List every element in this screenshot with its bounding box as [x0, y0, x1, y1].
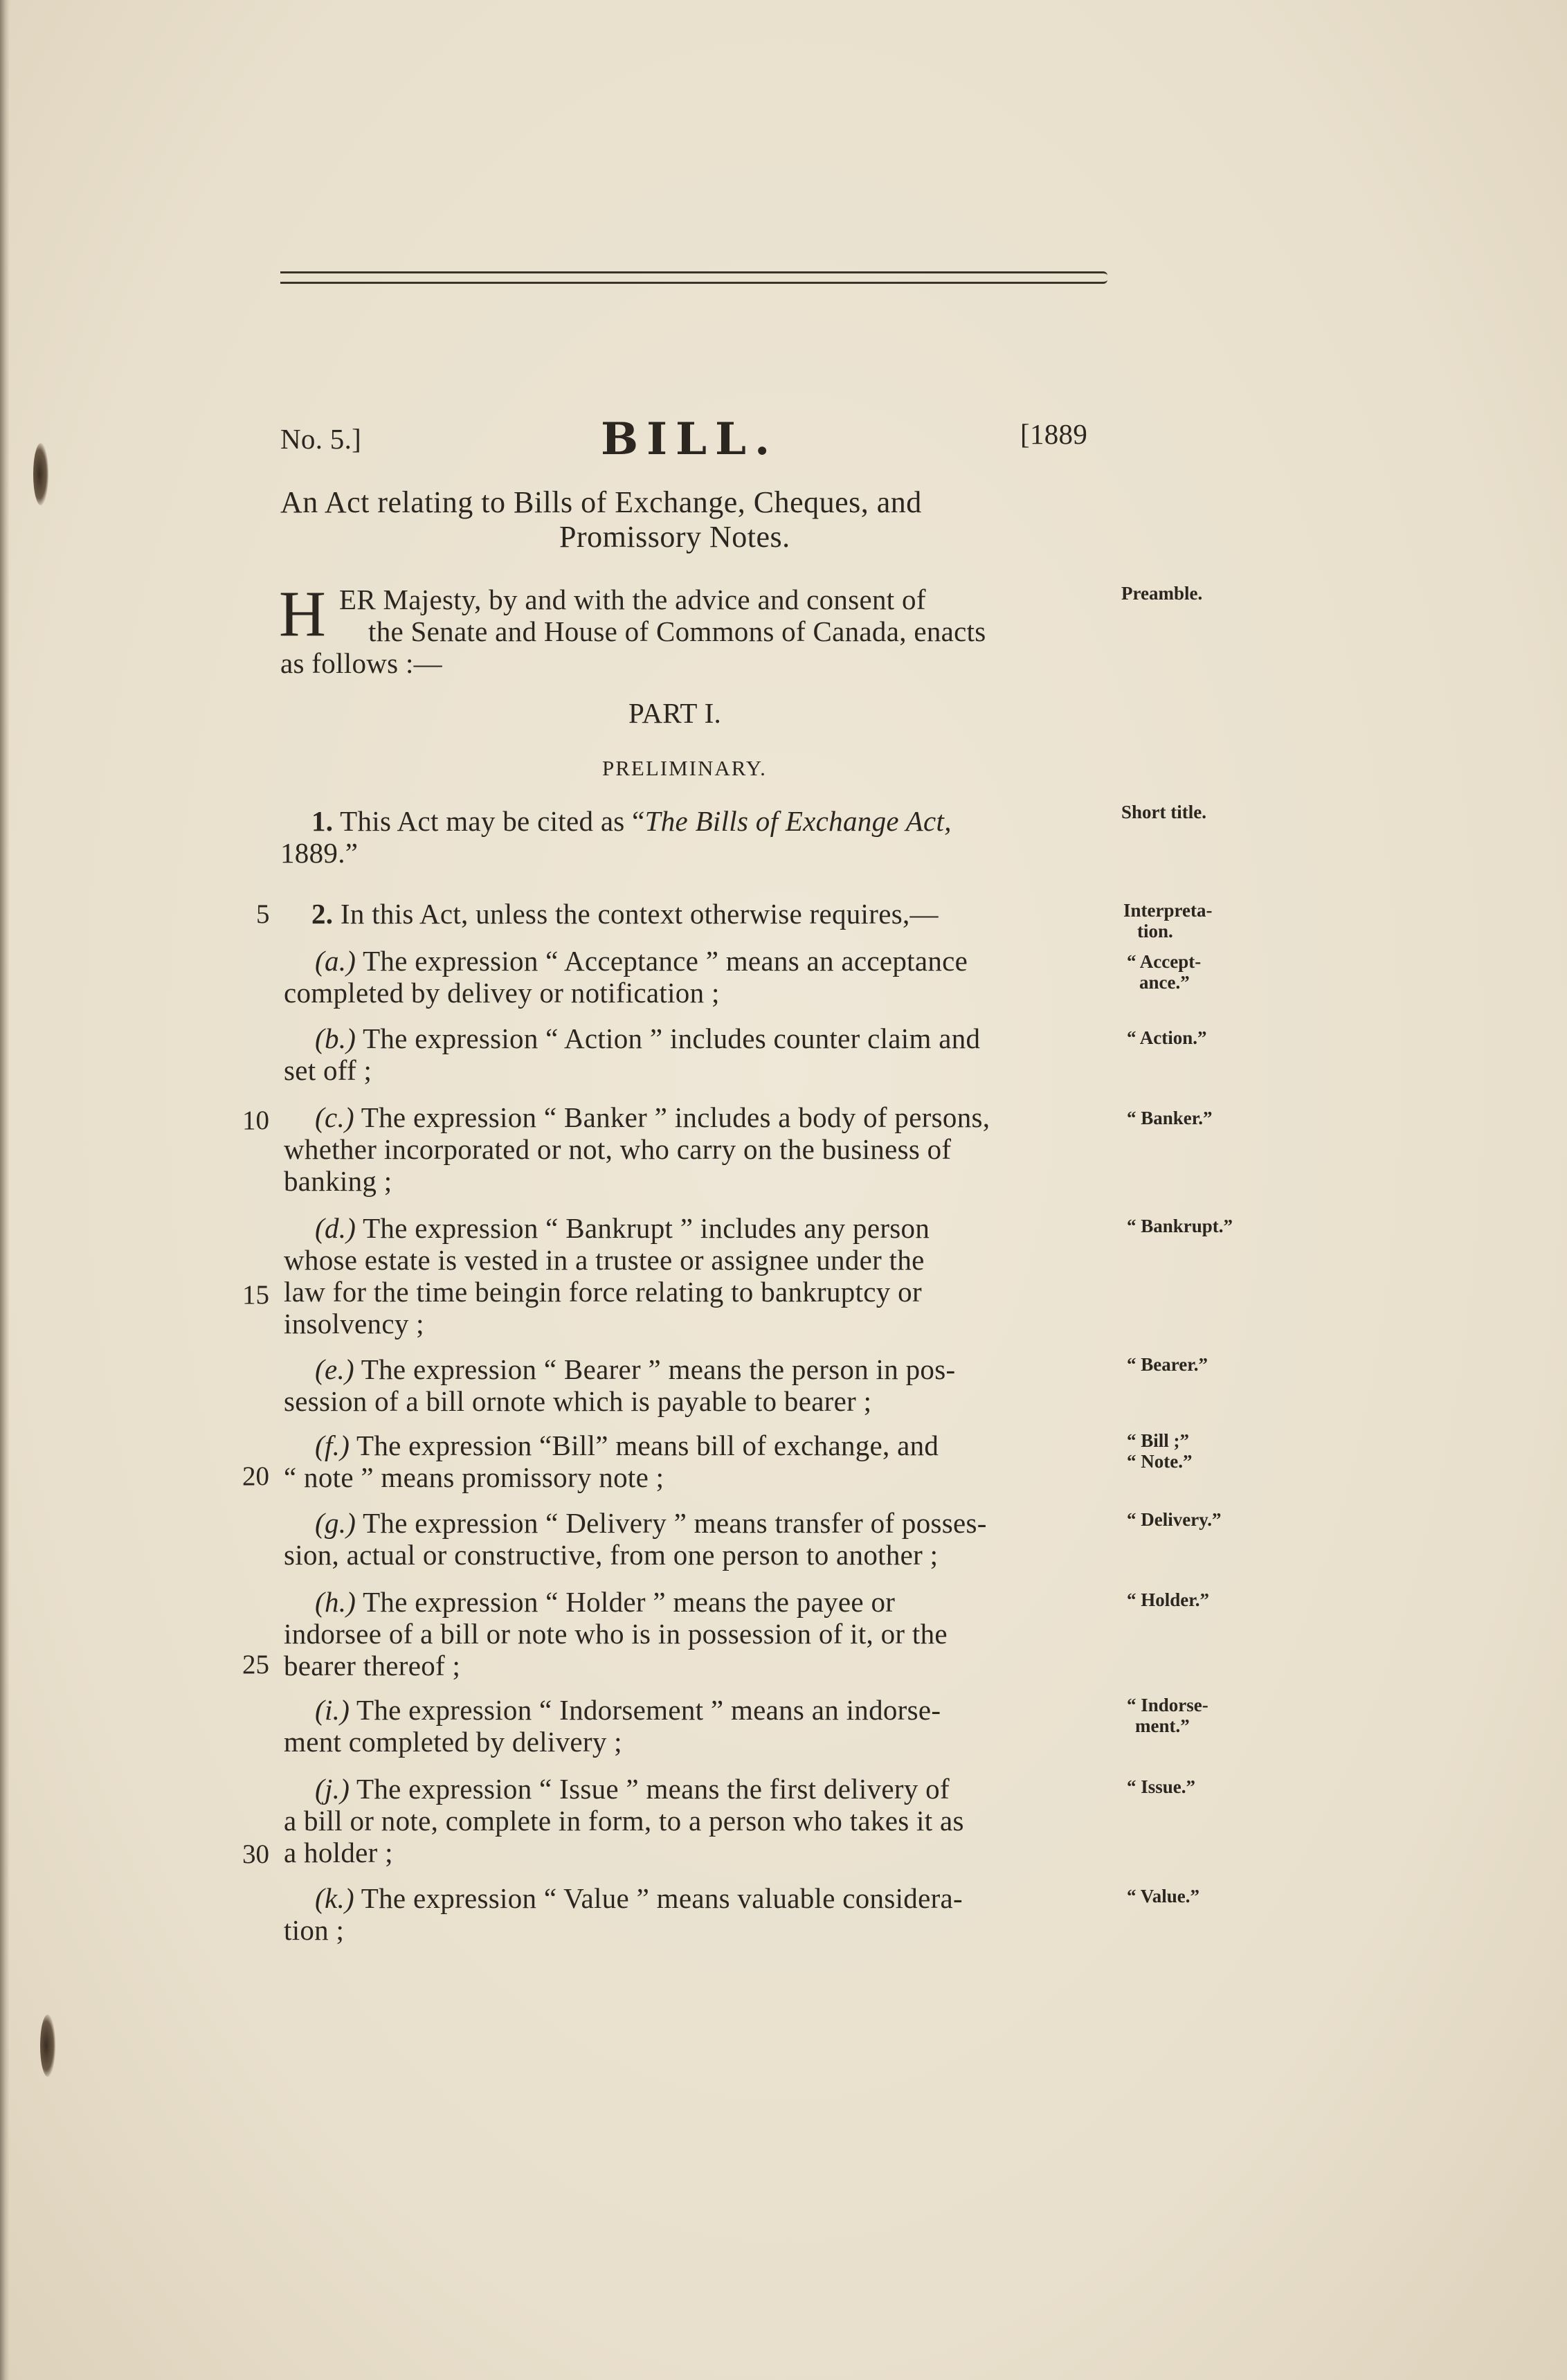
definition-d-line1: (d.) The expression “ Bankrupt ” includes any person — [315, 1212, 930, 1244]
margin-note-action: “ Action.” — [1127, 1027, 1207, 1048]
section-2-line — [311, 897, 939, 930]
section-1-number: 1. — [311, 805, 334, 837]
bill-heading: BILL. — [601, 413, 779, 465]
margin-note-preamble: Preamble. — [1121, 583, 1203, 604]
margin-note-interpretation: Interpreta- tion. — [1123, 900, 1213, 941]
definition-f-line2: “ note ” means promissory note ; — [284, 1461, 664, 1493]
binding-edge — [0, 0, 10, 2380]
margin-note-delivery: “ Delivery.” — [1127, 1509, 1222, 1530]
definition-d-line4: insolvency ; — [284, 1308, 424, 1340]
margin-note-value: “ Value.” — [1127, 1886, 1200, 1906]
definition-a-line1: (a.) The expression “ Acceptance ” means an acceptance — [315, 945, 968, 977]
preamble-line2: the Senate and House of Commons of Canada, enacts — [368, 615, 986, 647]
section-1-line1 — [311, 804, 952, 838]
definition-j-line3: a holder ; — [284, 1837, 393, 1868]
part-subheading: PRELIMINARY. — [602, 756, 767, 780]
line-number-5: 5 — [256, 899, 270, 929]
definition-k-line2: tion ; — [284, 1914, 345, 1946]
definition-h-line2: indorsee of a bill or note who is in possession of it, or the — [284, 1618, 948, 1650]
definition-b-line1: (b.) The expression “ Action ” includes counter claim and — [315, 1022, 981, 1054]
preamble-line1: ER Majesty, by and with the advice and consent of — [339, 584, 926, 615]
line-number-25: 25 — [242, 1650, 269, 1679]
part-heading: PART I. — [628, 697, 722, 729]
definition-j-line2: a bill or note, complete in form, to a person who takes it as — [284, 1805, 964, 1837]
bill-number: No. 5.] — [280, 423, 362, 455]
definition-f-line1: (f.) The expression “Bill” means bill of exchange, and — [315, 1430, 939, 1461]
definition-c-line2: whether incorporated or not, who carry on the business of — [284, 1133, 952, 1165]
preamble-line3: as follows :— — [280, 647, 442, 679]
margin-note-holder: “ Holder.” — [1127, 1589, 1210, 1610]
margin-note-banker: “ Banker.” — [1127, 1108, 1213, 1128]
definition-i-line1: (i.) The expression “ Indorsement ” means an indorse- — [315, 1694, 941, 1726]
definition-i-line2: ment completed by delivery ; — [284, 1726, 622, 1758]
act-title-line2: Promissory Notes. — [559, 520, 790, 554]
line-number-20: 20 — [242, 1461, 269, 1491]
section-1-text: This Act may be cited as “ — [340, 805, 645, 837]
definition-c-line1: (c.) The expression “ Banker ” includes a body of persons, — [315, 1101, 990, 1133]
margin-note-bankrupt: “ Bankrupt.” — [1127, 1216, 1233, 1236]
bill-year: [1889 — [1020, 418, 1088, 450]
margin-note-indorsement: “ Indorse- ment.” — [1127, 1695, 1208, 1736]
margin-note-acceptance: “ Accept- ance.” — [1127, 951, 1202, 993]
binding-stitch-top — [33, 443, 48, 505]
margin-note-bill-note: “ Bill ;” “ Note.” — [1127, 1430, 1193, 1472]
section-2-text: In this Act, unless the context otherwise requires,— — [340, 898, 939, 930]
line-number-30: 30 — [242, 1839, 269, 1869]
definition-e-line2: session of a bill ornote which is payable to bearer ; — [284, 1385, 872, 1417]
margin-note-bearer: “ Bearer.” — [1127, 1354, 1208, 1375]
section-2-number: 2. — [311, 898, 334, 930]
line-number-15: 15 — [242, 1280, 269, 1310]
top-rule — [280, 271, 1107, 284]
definition-g-line2: sion, actual or constructive, from one person to another ; — [284, 1539, 939, 1571]
definition-g-line1: (g.) The expression “ Delivery ” means transfer of posses- — [315, 1507, 987, 1539]
definition-d-line2: whose estate is vested in a trustee or assignee under the — [284, 1244, 925, 1276]
margin-note-issue: “ Issue.” — [1127, 1776, 1196, 1797]
definition-h-line1: (h.) The expression “ Holder ” means the payee or — [315, 1586, 896, 1618]
definition-b-line2: set off ; — [284, 1054, 372, 1086]
definition-a-line2: completed by delivey or notification ; — [284, 977, 720, 1009]
preamble-dropcap: H — [279, 578, 326, 650]
definition-h-line3: bearer thereof ; — [284, 1650, 461, 1682]
line-number-10: 10 — [242, 1106, 269, 1135]
section-1-short-title: The Bills of Exchange Act, — [644, 805, 952, 837]
definition-d-line3: law for the time beingin force relating to bankruptcy or — [284, 1276, 922, 1308]
definition-k-line1: (k.) The expression “ Value ” means valuable considera- — [315, 1882, 963, 1914]
section-1-line2: 1889.” — [280, 837, 359, 869]
definition-e-line1: (e.) The expression “ Bearer ” means the person in pos- — [315, 1353, 956, 1385]
margin-note-short-title: Short title. — [1121, 802, 1206, 822]
definition-j-line1: (j.) The expression “ Issue ” means the first delivery of — [315, 1773, 950, 1805]
binding-stitch-bottom — [40, 2014, 55, 2077]
definition-c-line3: banking ; — [284, 1165, 392, 1197]
act-title-line1: An Act relating to Bills of Exchange, Cheques, and — [280, 485, 922, 519]
